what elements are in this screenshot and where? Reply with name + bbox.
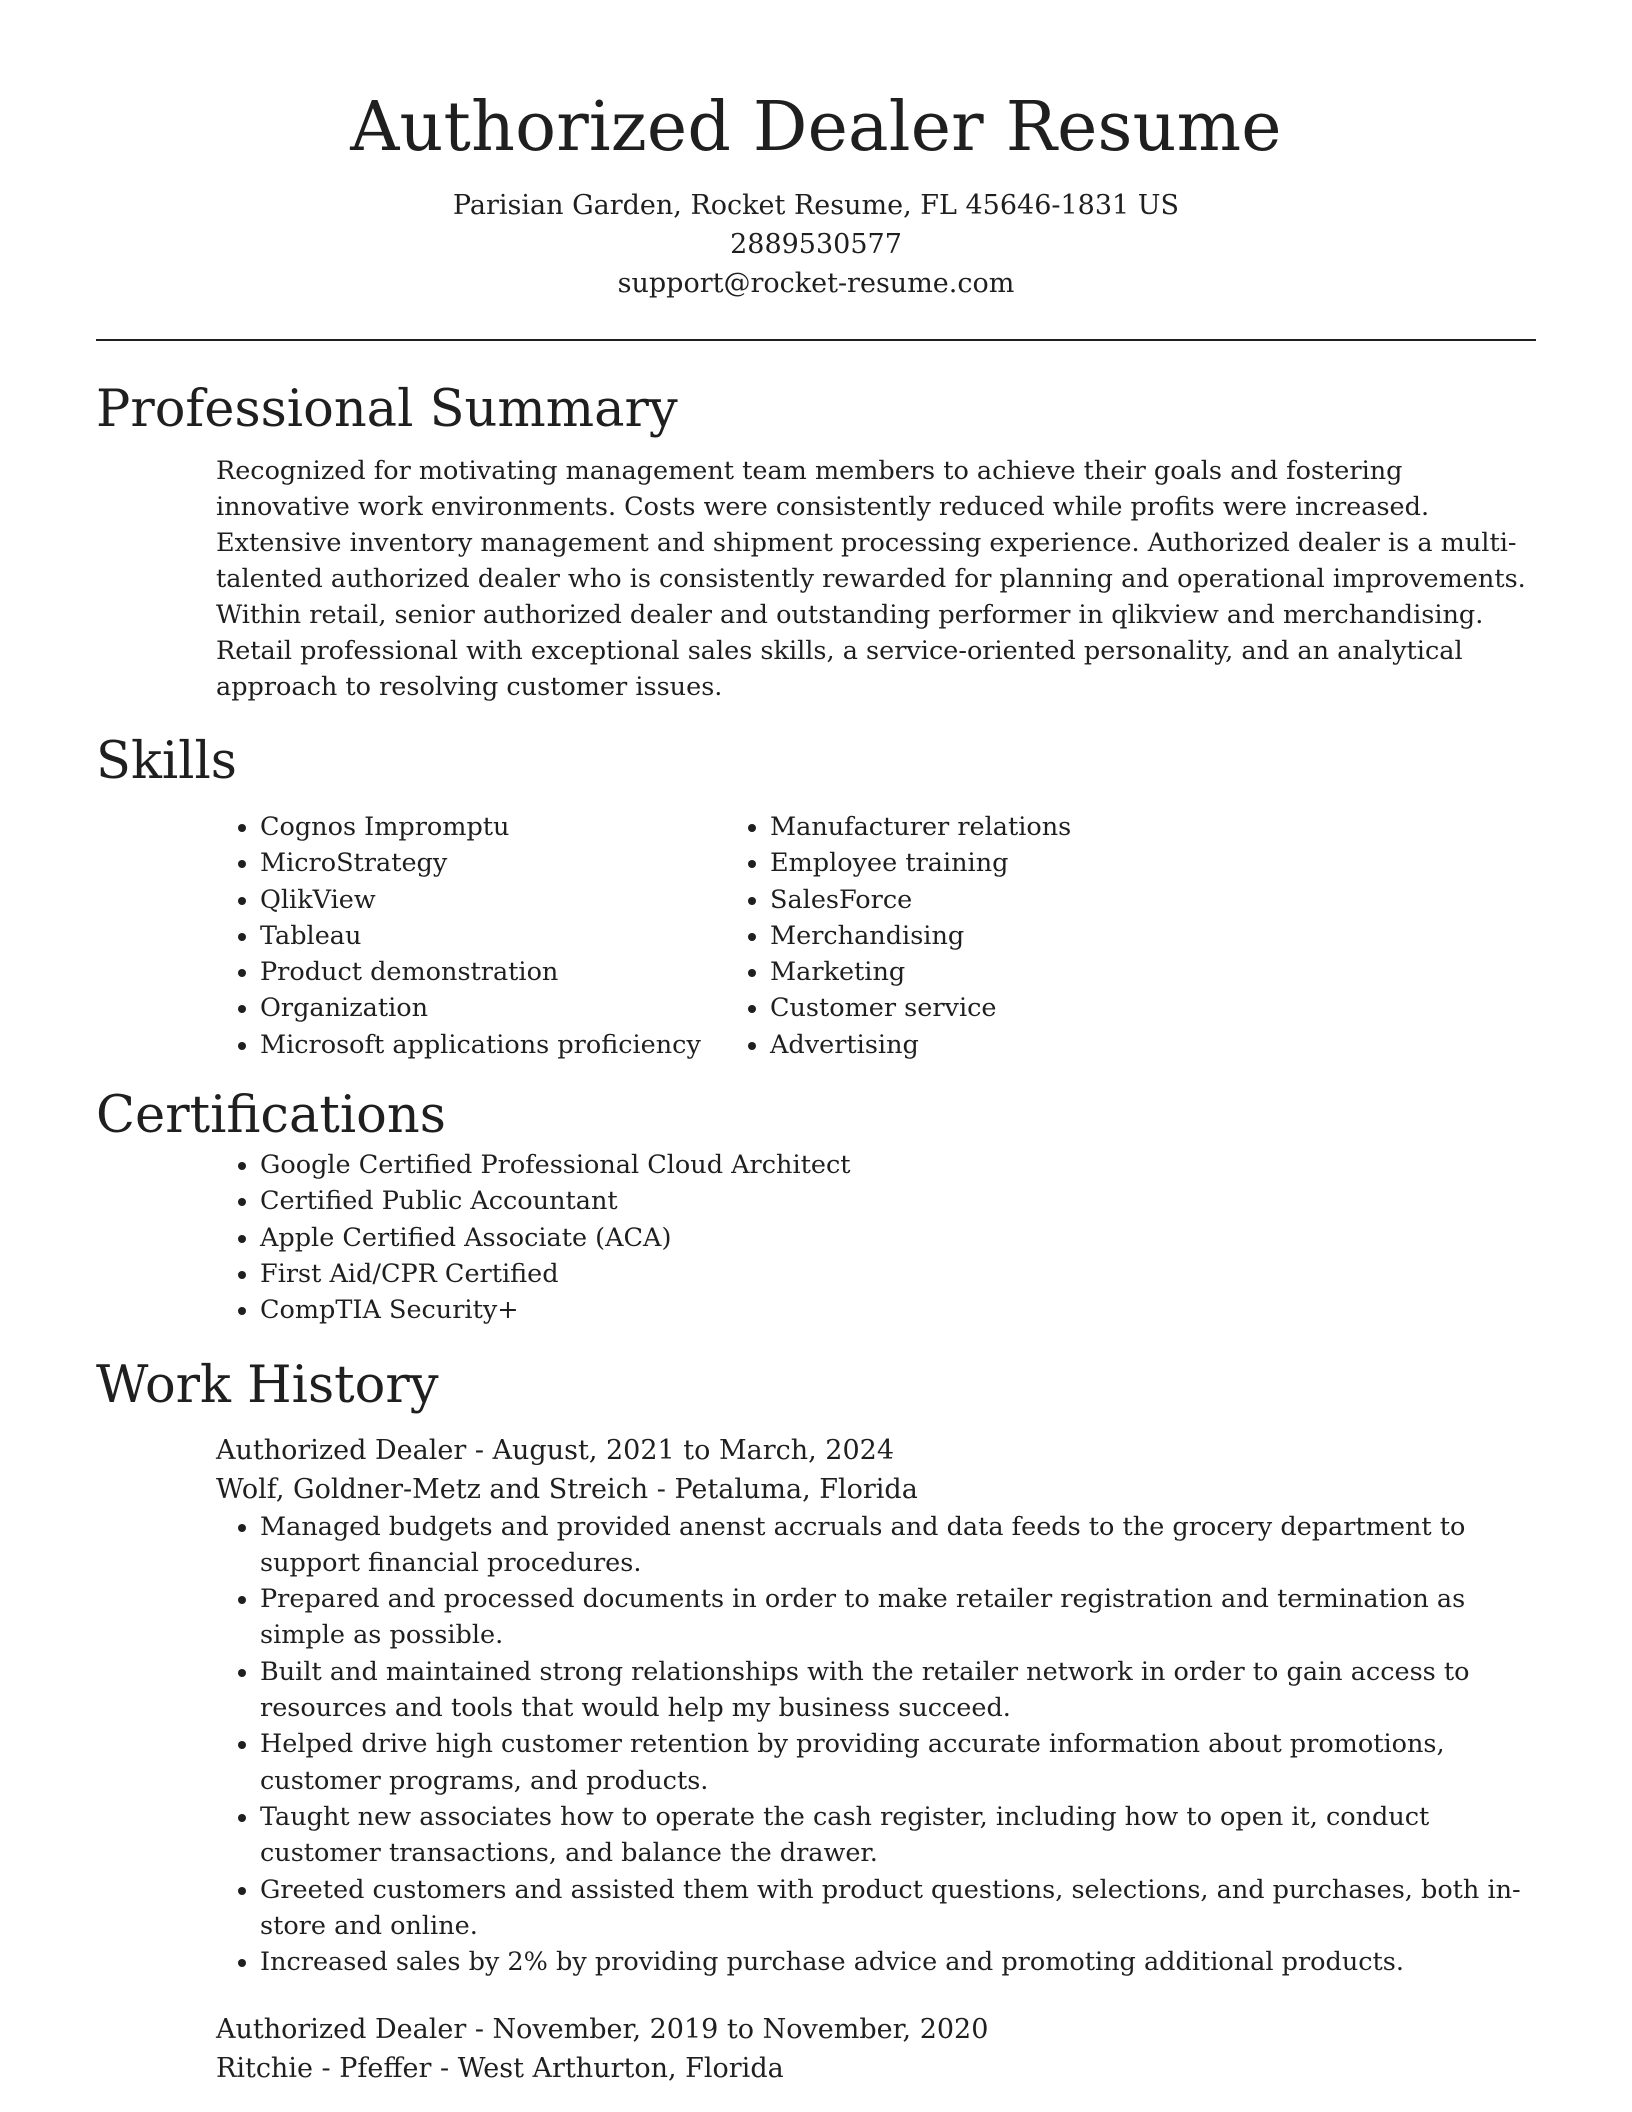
skill-item: • Organization [260, 990, 746, 1026]
job-bullets [96, 1509, 1536, 1981]
job-bullet: • Increased sales by 2% by providing purchase advice and promoting additional products. [260, 1944, 1536, 1980]
contact-block [96, 186, 1536, 303]
job-bullet: • Managed budgets and provided anenst accruals and data feeds to the grocery department to support financial procedures. [260, 1509, 1536, 1582]
job-title: Authorized Dealer [216, 1434, 467, 1466]
job-bullet: • Built and maintained strong relationships with the retailer network in order to gain access to resources and tools that would help my business succeed. [260, 1654, 1536, 1727]
skill-item: • SalesForce [770, 882, 1071, 918]
work-history-heading: Work History [96, 1355, 439, 1415]
resume-page [96, 0, 1536, 2088]
skill-item: • Manufacturer relations [770, 809, 1071, 845]
skill-item: • Product demonstration [260, 954, 746, 990]
job-company: Wolf, Goldner-Metz and Streich [216, 1473, 649, 1505]
skill-item: • Tableau [260, 918, 746, 954]
skill-item: • Customer service [770, 990, 1071, 1026]
skills-list-right [746, 809, 1071, 1063]
skill-item: • Merchandising [770, 918, 1071, 954]
skills-columns [96, 809, 1536, 1063]
certifications-heading: Certifications [96, 1086, 446, 1146]
skill-item: • Advertising [770, 1027, 1071, 1063]
skill-item: • Marketing [770, 954, 1071, 990]
contact-email: support@rocket-resume.com [617, 268, 1015, 299]
job-location: West Arthurton, Florida [457, 2053, 784, 2085]
job-header [216, 2010, 1536, 2088]
certification-item: • Apple Certified Associate (ACA) [260, 1220, 1536, 1256]
job-title-line: Authorized Dealer - November, 2019 to November, 2020 [216, 2014, 989, 2046]
job-company-line: Wolf, Goldner-Metz and Streich - Petaluma, Florida [216, 1473, 918, 1505]
job-company: Ritchie - Pfeffer [216, 2053, 432, 2085]
certification-item: • First Aid/CPR Certified [260, 1256, 1536, 1292]
certification-item: • CompTIA Security+ [260, 1292, 1536, 1328]
header-divider [96, 339, 1536, 341]
certification-item: • Google Certified Professional Cloud Architect [260, 1147, 1536, 1183]
contact-phone: 2889530577 [730, 229, 902, 260]
summary-heading: Professional Summary [96, 380, 678, 439]
skill-item: • QlikView [260, 882, 746, 918]
job-bullet: • Greeted customers and assisted them with product questions, selections, and purchases, both in-store and online. [260, 1872, 1536, 1945]
skills-list-left [96, 809, 746, 1063]
job-dates: November, 2019 to November, 2020 [492, 2014, 989, 2046]
skills-column-right [746, 809, 1071, 1063]
skill-item: • Cognos Impromptu [260, 809, 746, 845]
job-bullet: • Helped drive high customer retention by providing accurate information about promotions, customer programs, and products. [260, 1726, 1536, 1799]
job-company-line: Ritchie - Pfeffer - West Arthurton, Florida [216, 2053, 784, 2085]
summary-text: Recognized for motivating management team members to achieve their goals and fostering innovative work environments. Costs were consistently reduced while profits were increased. Extensive inventory management and shipment processing experience. Authorized dealer is a multi-talented authorized dealer who is consistently rewarded for planning and operational improvements. Within retail, senior authorized dealer and outstanding performer in qlikview and merchandising. Retail professional with exceptional sales skills, a service-oriented personality, and an analytical approach to resolving customer issues. [216, 456, 1526, 702]
job-bullet: • Taught new associates how to operate the cash register, including how to open it, conduct customer transactions, and balance the drawer. [260, 1799, 1536, 1872]
job-dates: August, 2021 to March, 2024 [492, 1434, 895, 1466]
job-location: Petaluma, Florida [674, 1473, 918, 1505]
skills-column-left [96, 809, 746, 1063]
skill-item: • Employee training [770, 845, 1071, 881]
job-header [216, 1431, 1536, 1509]
skill-item: • MicroStrategy [260, 845, 746, 881]
resume-title: Authorized Dealer Resume [350, 88, 1282, 167]
contact-address: Parisian Garden, Rocket Resume, FL 45646-1831 US [452, 190, 1180, 221]
job-title: Authorized Dealer [216, 2014, 467, 2046]
job-title-line: Authorized Dealer - August, 2021 to March, 2024 [216, 1434, 895, 1466]
certifications-list [96, 1147, 1536, 1328]
skills-heading: Skills [96, 732, 237, 791]
skill-item: • Microsoft applications proficiency [260, 1027, 746, 1063]
job-bullet: • Prepared and processed documents in order to make retailer registration and termination as simple as possible. [260, 1581, 1536, 1654]
certification-item: • Certified Public Accountant [260, 1183, 1536, 1219]
